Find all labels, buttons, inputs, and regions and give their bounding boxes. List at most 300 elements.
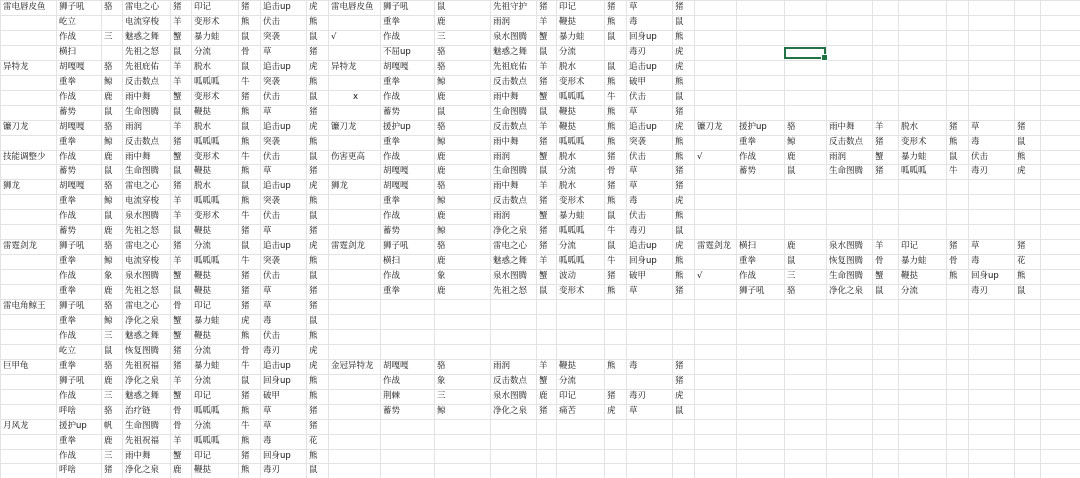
- cell[interactable]: 鹿: [437, 256, 446, 266]
- cell[interactable]: 鼠: [309, 92, 318, 102]
- cell[interactable]: 突袭: [263, 32, 281, 42]
- cell[interactable]: 猪: [309, 301, 318, 311]
- cell[interactable]: 熊: [241, 465, 250, 475]
- cell[interactable]: 胡嘎嘎: [59, 62, 85, 72]
- cell[interactable]: 猪: [104, 465, 113, 475]
- cell[interactable]: 鼠: [309, 211, 318, 221]
- cell[interactable]: 电流穿梭: [125, 196, 160, 206]
- cell[interactable]: 重拳: [59, 256, 77, 266]
- cell[interactable]: 呱呱呱: [194, 196, 220, 206]
- cell[interactable]: 分流: [559, 376, 577, 386]
- cell[interactable]: 雷霆剑龙: [331, 241, 366, 251]
- cell[interactable]: 作战: [383, 271, 401, 281]
- cell[interactable]: 鹿: [104, 436, 113, 446]
- cell[interactable]: 毒: [629, 17, 638, 27]
- cell[interactable]: 分流: [194, 346, 212, 356]
- cell[interactable]: 鼠: [309, 32, 318, 42]
- cell[interactable]: 鞭挞: [194, 226, 212, 236]
- cell[interactable]: 鞭挞: [559, 107, 577, 117]
- cell[interactable]: 波动: [559, 271, 577, 281]
- cell[interactable]: 鲸: [437, 226, 446, 236]
- cell[interactable]: 伤害更高: [331, 152, 366, 162]
- cell[interactable]: 虎: [675, 241, 684, 251]
- cell[interactable]: 重拳: [383, 17, 401, 27]
- cell[interactable]: 鼠: [607, 62, 616, 72]
- cell[interactable]: 骆: [787, 122, 796, 132]
- cell[interactable]: 蓄势: [739, 166, 757, 176]
- cell[interactable]: 帆: [104, 421, 113, 431]
- cell[interactable]: 羊: [173, 62, 182, 72]
- cell[interactable]: 三: [437, 391, 446, 401]
- cell[interactable]: 毒刃: [263, 465, 281, 475]
- cell[interactable]: 作战: [383, 92, 401, 102]
- cell[interactable]: 净化之泉: [493, 406, 528, 416]
- cell[interactable]: 援护up: [383, 122, 411, 132]
- cell[interactable]: 鹿: [437, 211, 446, 221]
- cell[interactable]: 虎: [309, 62, 318, 72]
- cell[interactable]: 草: [263, 406, 272, 416]
- cell[interactable]: 脱水: [901, 122, 919, 132]
- cell[interactable]: 鼠: [309, 465, 318, 475]
- cell[interactable]: 分流: [559, 241, 577, 251]
- cell[interactable]: 伏击: [263, 211, 281, 221]
- cell[interactable]: 回身up: [263, 376, 291, 386]
- cell[interactable]: 熊: [607, 137, 616, 147]
- cell[interactable]: 虎: [675, 391, 684, 401]
- cell[interactable]: 鞭挞: [901, 271, 919, 281]
- cell[interactable]: 草: [629, 107, 638, 117]
- cell[interactable]: 泉水图腾: [493, 391, 528, 401]
- cell[interactable]: 屹立: [59, 17, 77, 27]
- cell[interactable]: 追击up: [629, 122, 657, 132]
- cell[interactable]: 印记: [194, 391, 212, 401]
- cell[interactable]: 先祖庇佑: [493, 62, 528, 72]
- cell[interactable]: 虎: [309, 181, 318, 191]
- cell[interactable]: 伏击: [263, 271, 281, 281]
- cell[interactable]: 重拳: [59, 196, 77, 206]
- cell[interactable]: 鼠: [675, 226, 684, 236]
- cell[interactable]: 鼠: [241, 122, 250, 132]
- cell[interactable]: 分流: [559, 166, 577, 176]
- cell[interactable]: 鼠: [675, 92, 684, 102]
- cell[interactable]: 象: [104, 271, 113, 281]
- cell[interactable]: 伏击: [971, 152, 989, 162]
- cell[interactable]: 重拳: [59, 137, 77, 147]
- cell[interactable]: 熊: [241, 166, 250, 176]
- cell[interactable]: 虎: [675, 62, 684, 72]
- cell[interactable]: 作战: [59, 152, 77, 162]
- cell[interactable]: 回身up: [629, 256, 657, 266]
- cell[interactable]: 草: [629, 406, 638, 416]
- cell[interactable]: 熊: [675, 32, 684, 42]
- cell[interactable]: 鼠: [675, 17, 684, 27]
- cell[interactable]: 雨润: [493, 17, 511, 27]
- cell[interactable]: 生命图腾: [125, 166, 160, 176]
- cell[interactable]: 草: [629, 166, 638, 176]
- cell[interactable]: 熊: [607, 17, 616, 27]
- cell[interactable]: 鼠: [437, 107, 446, 117]
- cell[interactable]: 毒刃: [629, 226, 647, 236]
- cell[interactable]: 异特龙: [331, 62, 357, 72]
- cell[interactable]: 熊: [241, 406, 250, 416]
- cell[interactable]: 鲸: [437, 137, 446, 147]
- cell[interactable]: 羊: [173, 122, 182, 132]
- cell[interactable]: 草: [263, 166, 272, 176]
- cell[interactable]: 变形术: [559, 77, 585, 87]
- cell[interactable]: 猪: [241, 391, 250, 401]
- cell[interactable]: 鹿: [437, 92, 446, 102]
- cell[interactable]: 骆: [787, 286, 796, 296]
- cell[interactable]: 先祖守护: [493, 2, 528, 12]
- cell[interactable]: 蟹: [539, 211, 548, 221]
- cell[interactable]: 突袭: [263, 256, 281, 266]
- cell[interactable]: 鼠: [539, 166, 548, 176]
- cell[interactable]: 印记: [194, 451, 212, 461]
- cell[interactable]: 虎: [675, 196, 684, 206]
- cell[interactable]: 蟹: [539, 32, 548, 42]
- cell[interactable]: 毒: [263, 436, 272, 446]
- cell[interactable]: 骆: [437, 62, 446, 72]
- cell[interactable]: 援护up: [739, 122, 767, 132]
- cell[interactable]: 净化之泉: [125, 316, 160, 326]
- cell[interactable]: 蓄势: [59, 226, 77, 236]
- cell[interactable]: 鲸: [104, 77, 113, 87]
- cell[interactable]: 猪: [539, 241, 548, 251]
- cell[interactable]: 胡嘎嘎: [383, 361, 409, 371]
- cell[interactable]: 猪: [309, 226, 318, 236]
- cell[interactable]: 熊: [309, 376, 318, 386]
- cell[interactable]: 变形术: [194, 152, 220, 162]
- cell[interactable]: 分流: [901, 286, 919, 296]
- cell[interactable]: 猪: [607, 181, 616, 191]
- cell[interactable]: 鞭挞: [194, 465, 212, 475]
- cell[interactable]: 净化之泉: [829, 286, 864, 296]
- cell[interactable]: 象: [437, 376, 446, 386]
- cell[interactable]: 暴力蛙: [901, 152, 927, 162]
- cell[interactable]: 猪: [539, 77, 548, 87]
- cell[interactable]: 重拳: [383, 137, 401, 147]
- cell[interactable]: 胡嘎嘎: [59, 122, 85, 132]
- cell[interactable]: 追击up: [263, 2, 291, 12]
- cell[interactable]: 作战: [383, 376, 401, 386]
- cell[interactable]: 牛: [241, 256, 250, 266]
- cell[interactable]: 鞭挞: [194, 271, 212, 281]
- cell[interactable]: 猪: [241, 451, 250, 461]
- cell[interactable]: 鲸: [437, 196, 446, 206]
- cell[interactable]: 变形术: [194, 211, 220, 221]
- cell[interactable]: 呱呱呱: [194, 77, 220, 87]
- cell[interactable]: 镰刀龙: [331, 122, 357, 132]
- cell[interactable]: 骆: [437, 122, 446, 132]
- cell[interactable]: 猪: [1017, 122, 1026, 132]
- cell[interactable]: 鼠: [875, 286, 884, 296]
- cell[interactable]: 猪: [539, 226, 548, 236]
- cell[interactable]: 蟹: [875, 152, 884, 162]
- cell[interactable]: 熊: [675, 77, 684, 87]
- cell[interactable]: 猪: [675, 166, 684, 176]
- cell[interactable]: 异特龙: [3, 62, 29, 72]
- cell[interactable]: 猪: [309, 421, 318, 431]
- cell[interactable]: 鞭挞: [559, 17, 577, 27]
- cell[interactable]: 蟹: [875, 271, 884, 281]
- cell[interactable]: 镰刀龙: [3, 122, 29, 132]
- cell[interactable]: 鼠: [309, 271, 318, 281]
- cell[interactable]: 巨甲龟: [3, 361, 29, 371]
- cell[interactable]: 反击数点: [493, 196, 528, 206]
- cell[interactable]: 雨中舞: [829, 122, 855, 132]
- cell[interactable]: 熊: [607, 77, 616, 87]
- cell[interactable]: 鼠: [1017, 137, 1026, 147]
- cell[interactable]: 毒: [263, 316, 272, 326]
- cell[interactable]: 蓄势: [59, 166, 77, 176]
- cell[interactable]: 狮子吼: [739, 286, 765, 296]
- cell[interactable]: 猪: [607, 152, 616, 162]
- cell[interactable]: 猪: [675, 181, 684, 191]
- cell[interactable]: 草: [629, 286, 638, 296]
- cell[interactable]: 猪: [607, 271, 616, 281]
- cell[interactable]: 鹿: [104, 152, 113, 162]
- cell[interactable]: 熊: [675, 211, 684, 221]
- cell[interactable]: 猪: [241, 92, 250, 102]
- cell[interactable]: 鼠: [104, 211, 113, 221]
- cell[interactable]: 蟹: [173, 271, 182, 281]
- cell[interactable]: 雨润: [493, 361, 511, 371]
- cell[interactable]: 不屈up: [383, 47, 411, 57]
- cell[interactable]: 猪: [173, 137, 182, 147]
- cell[interactable]: 胡嘎嘎: [59, 181, 85, 191]
- cell[interactable]: 骆: [104, 181, 113, 191]
- cell[interactable]: 虎: [241, 316, 250, 326]
- cell[interactable]: 脱水: [559, 62, 577, 72]
- cell[interactable]: 猪: [949, 122, 958, 132]
- cell[interactable]: 三: [787, 271, 796, 281]
- cell[interactable]: 蟹: [173, 391, 182, 401]
- cell[interactable]: 鞭挞: [194, 286, 212, 296]
- cell[interactable]: 毒: [971, 256, 980, 266]
- cell[interactable]: 鞭挞: [559, 122, 577, 132]
- cell[interactable]: 分流: [194, 376, 212, 386]
- cell[interactable]: 突袭: [263, 196, 281, 206]
- cell[interactable]: 鼠: [173, 166, 182, 176]
- cell[interactable]: 熊: [675, 152, 684, 162]
- cell[interactable]: 羊: [875, 241, 884, 251]
- cell[interactable]: 追击up: [263, 241, 291, 251]
- cell[interactable]: 呼啥: [59, 465, 77, 475]
- cell[interactable]: 鼠: [675, 406, 684, 416]
- cell[interactable]: 虎: [309, 241, 318, 251]
- cell[interactable]: 分流: [194, 47, 212, 57]
- cell[interactable]: 鼠: [104, 346, 113, 356]
- cell[interactable]: 变形术: [901, 137, 927, 147]
- cell[interactable]: 雷电唇皮鱼: [3, 2, 46, 12]
- cell[interactable]: 破甲: [629, 271, 647, 281]
- cell[interactable]: 印记: [194, 301, 212, 311]
- cell[interactable]: 暴力蛙: [194, 361, 220, 371]
- cell[interactable]: 熊: [241, 331, 250, 341]
- cell[interactable]: 先祖之怒: [125, 226, 160, 236]
- cell[interactable]: 蟹: [173, 152, 182, 162]
- cell[interactable]: 魅惑之舞: [125, 331, 160, 341]
- cell[interactable]: 鼠: [104, 166, 113, 176]
- cell[interactable]: 骨: [875, 256, 884, 266]
- cell[interactable]: 毒: [971, 137, 980, 147]
- cell[interactable]: 三: [104, 32, 113, 42]
- cell[interactable]: 草: [971, 241, 980, 251]
- cell[interactable]: 熊: [241, 196, 250, 206]
- cell[interactable]: 作战: [739, 271, 757, 281]
- cell[interactable]: 魅惑之舞: [493, 47, 528, 57]
- cell[interactable]: 呱呱呱: [559, 137, 585, 147]
- cell[interactable]: 猪: [949, 241, 958, 251]
- cell[interactable]: 骆: [104, 361, 113, 371]
- cell[interactable]: 鹿: [437, 166, 446, 176]
- cell[interactable]: 呱呱呱: [194, 436, 220, 446]
- cell[interactable]: 猪: [309, 406, 318, 416]
- cell[interactable]: 破甲: [629, 77, 647, 87]
- cell[interactable]: 呱呱呱: [901, 166, 927, 176]
- cell[interactable]: 蟹: [173, 32, 182, 42]
- cell[interactable]: 作战: [383, 152, 401, 162]
- cell[interactable]: 毒刃: [629, 391, 647, 401]
- cell[interactable]: 鼠: [539, 107, 548, 117]
- cell[interactable]: 虎: [675, 122, 684, 132]
- cell[interactable]: 重拳: [739, 137, 757, 147]
- cell[interactable]: 暴力蛙: [194, 32, 220, 42]
- cell[interactable]: 猪: [607, 391, 616, 401]
- cell[interactable]: 雷电唇皮鱼: [331, 2, 374, 12]
- cell[interactable]: 作战: [383, 211, 401, 221]
- cell[interactable]: 突袭: [263, 137, 281, 147]
- cell[interactable]: 猪: [875, 137, 884, 147]
- cell[interactable]: 熊: [309, 391, 318, 401]
- cell[interactable]: 鼠: [607, 241, 616, 251]
- cell[interactable]: 呱呱呱: [559, 256, 585, 266]
- cell[interactable]: 雷电之心: [125, 301, 160, 311]
- cell[interactable]: 魅惑之舞: [493, 256, 528, 266]
- cell[interactable]: 泉水图腾: [125, 271, 160, 281]
- cell[interactable]: 鹿: [539, 391, 548, 401]
- cell[interactable]: 荆棘: [383, 391, 401, 401]
- cell[interactable]: 鹿: [787, 241, 796, 251]
- cell[interactable]: 骨: [173, 421, 182, 431]
- cell[interactable]: 雨润: [829, 152, 847, 162]
- cell[interactable]: 鼠: [241, 241, 250, 251]
- cell[interactable]: 熊: [1017, 152, 1026, 162]
- cell[interactable]: 横扫: [383, 256, 401, 266]
- cell[interactable]: 羊: [173, 436, 182, 446]
- cell[interactable]: 猪: [675, 286, 684, 296]
- cell[interactable]: 反击数点: [493, 122, 528, 132]
- cell[interactable]: 骆: [104, 301, 113, 311]
- cell[interactable]: 猪: [241, 301, 250, 311]
- cell[interactable]: 先祖庇佑: [125, 62, 160, 72]
- cell[interactable]: 鲸: [104, 137, 113, 147]
- cell[interactable]: 虎: [309, 346, 318, 356]
- cell[interactable]: 鞭挞: [559, 361, 577, 371]
- cell[interactable]: 草: [629, 2, 638, 12]
- cell[interactable]: 牛: [241, 211, 250, 221]
- cell[interactable]: 反击数点: [125, 137, 160, 147]
- cell[interactable]: 反击数点: [125, 77, 160, 87]
- cell[interactable]: 分流: [194, 421, 212, 431]
- cell[interactable]: 三: [437, 32, 446, 42]
- cell[interactable]: 鼠: [104, 107, 113, 117]
- cell[interactable]: 呱呱呱: [194, 406, 220, 416]
- cell[interactable]: 先祖之怒: [493, 286, 528, 296]
- cell[interactable]: 鹿: [104, 376, 113, 386]
- cell[interactable]: 鞭挞: [194, 331, 212, 341]
- cell[interactable]: 毒: [629, 361, 638, 371]
- cell[interactable]: 先祖祝福: [125, 361, 160, 371]
- cell[interactable]: 魅惑之舞: [125, 32, 160, 42]
- cell[interactable]: 鹿: [104, 286, 113, 296]
- cell[interactable]: 雷电之心: [125, 241, 160, 251]
- cell[interactable]: 蟹: [173, 331, 182, 341]
- cell[interactable]: 蟹: [539, 271, 548, 281]
- cell[interactable]: 雨润: [493, 211, 511, 221]
- cell[interactable]: 骨: [607, 166, 616, 176]
- cell[interactable]: 破甲: [263, 391, 281, 401]
- cell[interactable]: 蟹: [539, 376, 548, 386]
- selected-cell[interactable]: [784, 47, 826, 59]
- cell[interactable]: 鼠: [539, 286, 548, 296]
- cell[interactable]: 泉水图腾: [125, 211, 160, 221]
- cell[interactable]: 恢复图腾: [829, 256, 864, 266]
- cell[interactable]: 作战: [383, 32, 401, 42]
- cell[interactable]: 鲸: [104, 316, 113, 326]
- cell[interactable]: 鼠: [787, 256, 796, 266]
- cell[interactable]: 羊: [539, 62, 548, 72]
- cell[interactable]: 草: [971, 122, 980, 132]
- cell[interactable]: 净化之泉: [125, 376, 160, 386]
- cell[interactable]: x: [353, 92, 359, 102]
- cell[interactable]: 草: [263, 301, 272, 311]
- cell[interactable]: 重拳: [383, 77, 401, 87]
- cell[interactable]: 技能调整少: [3, 152, 46, 162]
- cell[interactable]: 蟹: [539, 152, 548, 162]
- cell[interactable]: 鼠: [539, 47, 548, 57]
- cell[interactable]: 毒刃: [263, 346, 281, 356]
- cell[interactable]: 狮龙: [3, 181, 21, 191]
- cell[interactable]: 变形术: [194, 17, 220, 27]
- cell[interactable]: 鼠: [607, 211, 616, 221]
- cell[interactable]: 电流穿梭: [125, 256, 160, 266]
- cell[interactable]: 生命图腾: [829, 166, 864, 176]
- cell[interactable]: 狮子吼: [59, 241, 85, 251]
- cell[interactable]: √: [697, 152, 703, 162]
- cell[interactable]: 雷霆剑龙: [697, 241, 732, 251]
- cell[interactable]: 伏击: [263, 331, 281, 341]
- cell[interactable]: 雨中舞: [493, 92, 519, 102]
- cell[interactable]: 猪: [539, 137, 548, 147]
- cell[interactable]: 月风龙: [3, 421, 29, 431]
- cell[interactable]: 生命图腾: [125, 107, 160, 117]
- cell[interactable]: 鼠: [309, 316, 318, 326]
- cell[interactable]: 重拳: [59, 286, 77, 296]
- cell[interactable]: 羊: [539, 361, 548, 371]
- cell[interactable]: 先祖之怒: [125, 47, 160, 57]
- cell[interactable]: 牛: [949, 166, 958, 176]
- cell[interactable]: 反击数点: [829, 137, 864, 147]
- cell[interactable]: 蓄势: [59, 107, 77, 117]
- cell[interactable]: 追击up: [629, 241, 657, 251]
- cell[interactable]: 回身up: [971, 271, 999, 281]
- cell[interactable]: 重拳: [59, 436, 77, 446]
- cell[interactable]: 毒刃: [971, 166, 989, 176]
- cell[interactable]: 虎: [309, 361, 318, 371]
- cell[interactable]: 羊: [539, 256, 548, 266]
- cell[interactable]: 草: [263, 226, 272, 236]
